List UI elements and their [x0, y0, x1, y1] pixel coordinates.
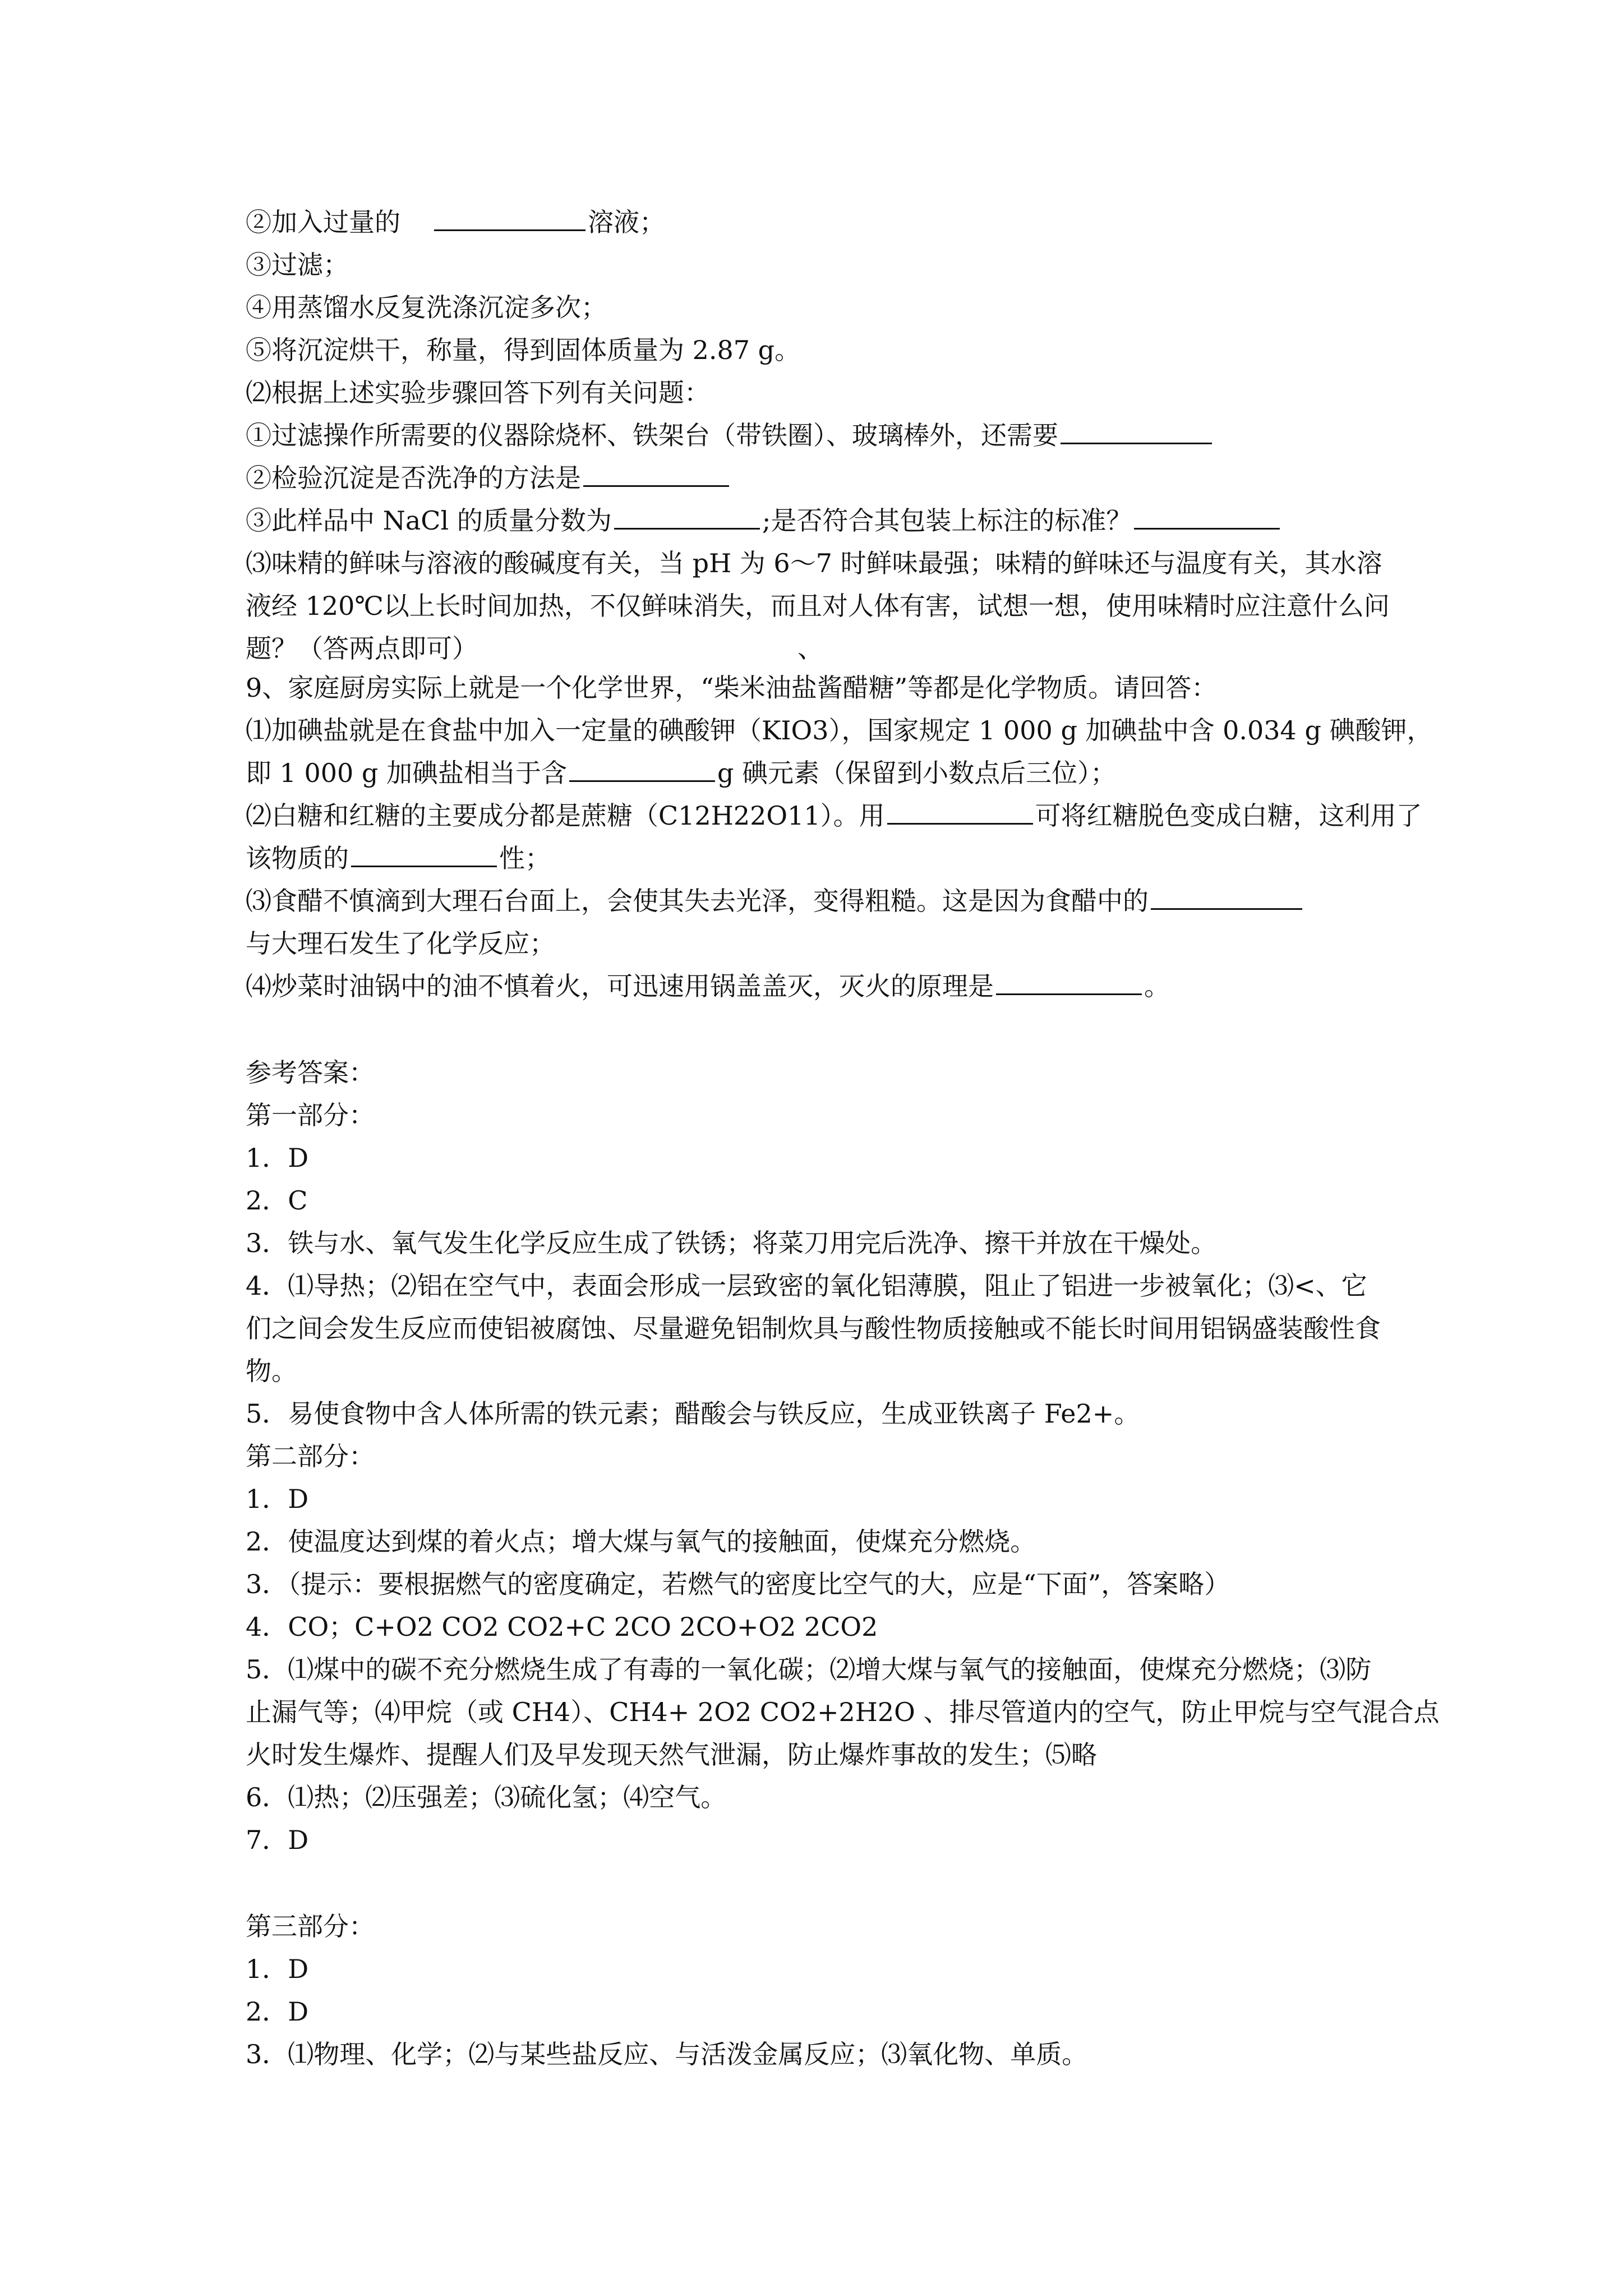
- answer-line: 1．D: [246, 1954, 309, 1984]
- answer-line: 7．D: [246, 1825, 309, 1855]
- answer-blank: [887, 800, 1033, 825]
- q8-sub2-intro: ⑵根据上述实验步骤回答下列有关问题：: [246, 378, 710, 408]
- q8-sub3-line2: 液经 120℃以上长时间加热，不仅鲜味消失，而且对人体有害，试想一想，使用味精时应注意什么问: [246, 591, 1390, 621]
- q8-sub3-line3-text: 题？（答两点即可）: [246, 633, 478, 664]
- answer-blank: [351, 843, 497, 867]
- q9-q2-line2: [246, 841, 551, 875]
- q9-q2-line2-text-a: 该物质的: [246, 843, 349, 873]
- q8-step2: [246, 205, 665, 239]
- q8-step5: ⑤将沉淀烘干，称量，得到固体质量为 2.87 g。: [246, 335, 801, 365]
- q8-sub2-q2: [246, 461, 731, 495]
- q9-q1-line2-text-b: g 碘元素（保留到小数点后三位）；: [717, 758, 1117, 788]
- q9-q1-line2: [246, 756, 1116, 790]
- q9-q3-line2: 与大理石发生了化学反应；: [246, 928, 555, 959]
- answer-line: 火时发生爆炸、提醒人们及早发现天然气泄漏，防止爆炸事故的发生；⑸略: [246, 1740, 1097, 1770]
- answers-heading: 参考答案：: [246, 1057, 375, 1088]
- q9-q4-text-a: ⑷炒菜时油锅中的油不慎着火，可迅速用锅盖盖灭，灭火的原理是: [246, 971, 994, 1001]
- q8-sub2-q1: [246, 418, 1214, 452]
- answer-line: 止漏气等；⑷甲烷（或 CH4）、CH4+ 2O2 CO2+2H2O 、排尽管道内的空气，防止甲烷与空气混合点: [246, 1697, 1440, 1727]
- q8-sub2-q2-text: ②检验沉淀是否洗净的方法是: [246, 463, 581, 493]
- q8-sub2-q3-text-a: ③此样品中 NaCl 的质量分数为: [246, 505, 612, 536]
- q8-sub3-line3: [246, 632, 823, 665]
- q8-sub2-q3-text-b: ;是否符合其包装上标注的标准？: [762, 505, 1132, 536]
- answer-line: 5．⑴煤中的碳不充分燃烧生成了有毒的一氧化碳；⑵增大煤与氧气的接触面，使煤充分燃烧；⑶防: [246, 1654, 1372, 1685]
- answer-line: 物。: [246, 1356, 297, 1386]
- q9-q2-line2-text-b: 性；: [499, 843, 551, 873]
- q8-step4: ④用蒸馏水反复洗涤沉淀多次；: [246, 292, 607, 323]
- q8-step2-suffix: 溶液；: [588, 207, 665, 237]
- q9-q4-text-b: 。: [1144, 971, 1170, 1001]
- answer-blank: [1061, 420, 1212, 444]
- q8-sub3-separator: 、: [797, 633, 823, 664]
- part3-heading: 第三部分：: [246, 1911, 375, 1941]
- answer-blank: [434, 207, 585, 231]
- q8-sub2-q1-text: ①过滤操作所需要的仪器除烧杯、铁架台（带铁圈）、玻璃棒外，还需要: [246, 420, 1058, 450]
- answer-line: 3．（提示：要根据燃气的密度确定，若燃气的密度比空气的大，应是“下面”，答案略）: [246, 1569, 1230, 1599]
- q8-sub2-q3: [246, 504, 1282, 537]
- q8-step2-prefix: ②加入过量的: [246, 207, 400, 237]
- answer-blank: [569, 758, 715, 782]
- answer-line: 1．D: [246, 1143, 309, 1173]
- q9-q3-line1: [246, 884, 1304, 918]
- answer-line: 2．D: [246, 1996, 309, 2027]
- answer-line: 们之间会发生反应而使铝被腐蚀、尽量避免铝制炊具与酸性物质接触或不能长时间用铝锅盛装酸性食: [246, 1313, 1381, 1343]
- q8-sub3-line1: ⑶味精的鲜味与溶液的酸碱度有关，当 pH 为 6～7 时鲜味最强；味精的鲜味还与温度有关，其水溶: [246, 548, 1382, 578]
- answer-blank: [583, 463, 729, 487]
- answer-line: 2．使温度达到煤的着火点；增大煤与氧气的接触面，使煤充分燃烧。: [246, 1526, 1036, 1557]
- q9-q1-line2-text-a: 即 1 000 g 加碘盐相当于含: [246, 758, 568, 788]
- q8-step3: ③过滤；: [246, 250, 349, 280]
- answer-line: 2．C: [246, 1185, 308, 1216]
- q9-q4: [246, 969, 1170, 1003]
- part2-heading: 第二部分：: [246, 1441, 375, 1471]
- answer-line: 3．⑴物理、化学；⑵与某些盐反应、与活泼金属反应；⑶氧化物、单质。: [246, 2039, 1088, 2069]
- part1-heading: 第一部分：: [246, 1100, 375, 1130]
- q9-intro: 9、家庭厨房实际上就是一个化学世界，“柴米油盐酱醋糖”等都是化学物质。请回答：: [246, 673, 1218, 703]
- q9-q2-line1: [246, 799, 1422, 832]
- answer-line: 5．易使食物中含人体所需的铁元素；醋酸会与铁反应，生成亚铁离子 Fe2+。: [246, 1398, 1140, 1429]
- answer-blank: [1151, 886, 1302, 910]
- q9-q1-line1: ⑴加碘盐就是在食盐中加入一定量的碘酸钾（KIO3），国家规定 1 000 g 加碘盐中含 0.034 g 碘酸钾，: [246, 715, 1433, 746]
- answer-line: 6．⑴热；⑵压强差；⑶硫化氢；⑷空气。: [246, 1782, 727, 1812]
- q9-q2-line1-text-a: ⑵白糖和红糖的主要成分都是蔗糖（C12H22O11）。用: [246, 800, 885, 831]
- answer-line: 3．铁与水、氧气发生化学反应生成了铁锈；将菜刀用完后洗净、擦干并放在干燥处。: [246, 1228, 1217, 1258]
- answer-line: 1．D: [246, 1484, 309, 1514]
- answer-blank: [1134, 505, 1280, 530]
- answer-line: 4．CO；C+O2 CO2 CO2+C 2CO 2CO+O2 2CO2: [246, 1612, 878, 1642]
- q9-q2-line1-text-b: 可将红糖脱色变成白糖，这利用了: [1035, 800, 1422, 831]
- q9-q3-line1-text: ⑶食醋不慎滴到大理石台面上，会使其失去光泽，变得粗糙。这是因为食醋中的: [246, 886, 1149, 916]
- answer-blank: [614, 505, 760, 530]
- answer-line: 4．⑴导热；⑵铝在空气中，表面会形成一层致密的氧化铝薄膜，阻止了铝进一步被氧化；⑶<、它: [246, 1271, 1367, 1301]
- answer-blank: [996, 971, 1142, 995]
